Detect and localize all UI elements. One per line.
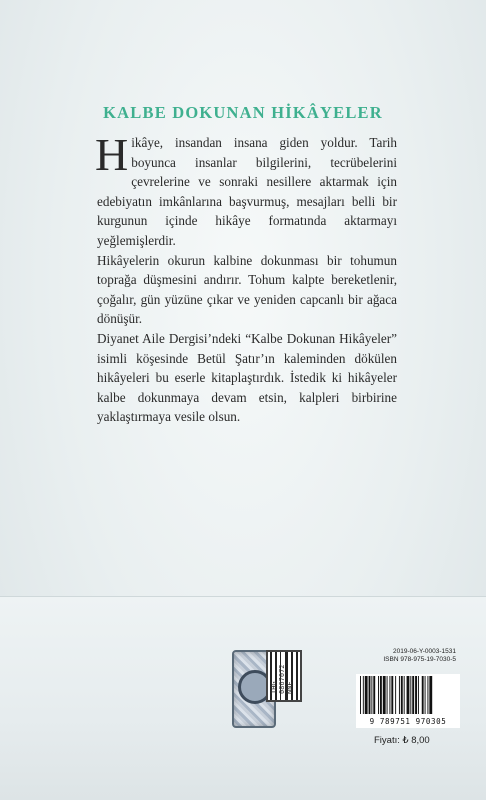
blurb-paragraph-1 bbox=[95, 129, 397, 251]
hologram-code-line: NNE bbox=[286, 681, 294, 694]
hologram-code-line: THG bbox=[270, 681, 278, 694]
isbn-info bbox=[356, 648, 456, 664]
blurb-paragraph-1-text: ikâye, insandan insana giden yoldur. Tarih boyunca insanlar bilgilerini, tecrübelerini çevrelerine ve sonraki nesillere aktarmak için edebiyatın imkânlarına başvurmuş, mesajları belli bir kurgunun içinde hikâye formatında aktarmayı yeğlemişlerdir. bbox=[97, 135, 397, 248]
hologram-code-line: 0867072 bbox=[278, 664, 286, 694]
hologram-code bbox=[270, 662, 294, 694]
barcode-icon bbox=[356, 674, 460, 716]
registry-code: 2019-06-Y-0003-1531 bbox=[392, 648, 456, 655]
back-cover-blurb bbox=[95, 129, 397, 427]
blurb-paragraph-3: Diyanet Aile Dergisi’ndeki “Kalbe Dokunan Hikâyeler” isimli köşesinde Betül Şatır’ın kaleminden dökülen hikâyeleri bu eserle kitaplaştırdık. İstedik ki hikâyeler kalbe dokunmaya devam etsin, kalpleri birbirine yaklaştırmaya vesile olsun. bbox=[97, 330, 397, 425]
isbn-text: ISBN 978-975-19-7030-5 bbox=[383, 656, 456, 663]
price-label: Fiyatı: ₺ 8,00 bbox=[374, 735, 430, 746]
blurb-paragraph-2: Hikâyelerin okurun kalbine dokunması bir tohumun toprağa düşmesini andırır. Tohum kalpte bereketlenir, çoğalır, gün yüzüne çıkar ve yeniden capcanlı bir ağaca dönüşür. bbox=[97, 252, 397, 327]
drop-cap: H bbox=[95, 129, 129, 180]
barcode-number: 9 789751 970305 bbox=[356, 716, 460, 728]
band-divider bbox=[0, 596, 486, 597]
book-title: KALBE DOKUNAN HİKÂYELER bbox=[103, 103, 383, 122]
